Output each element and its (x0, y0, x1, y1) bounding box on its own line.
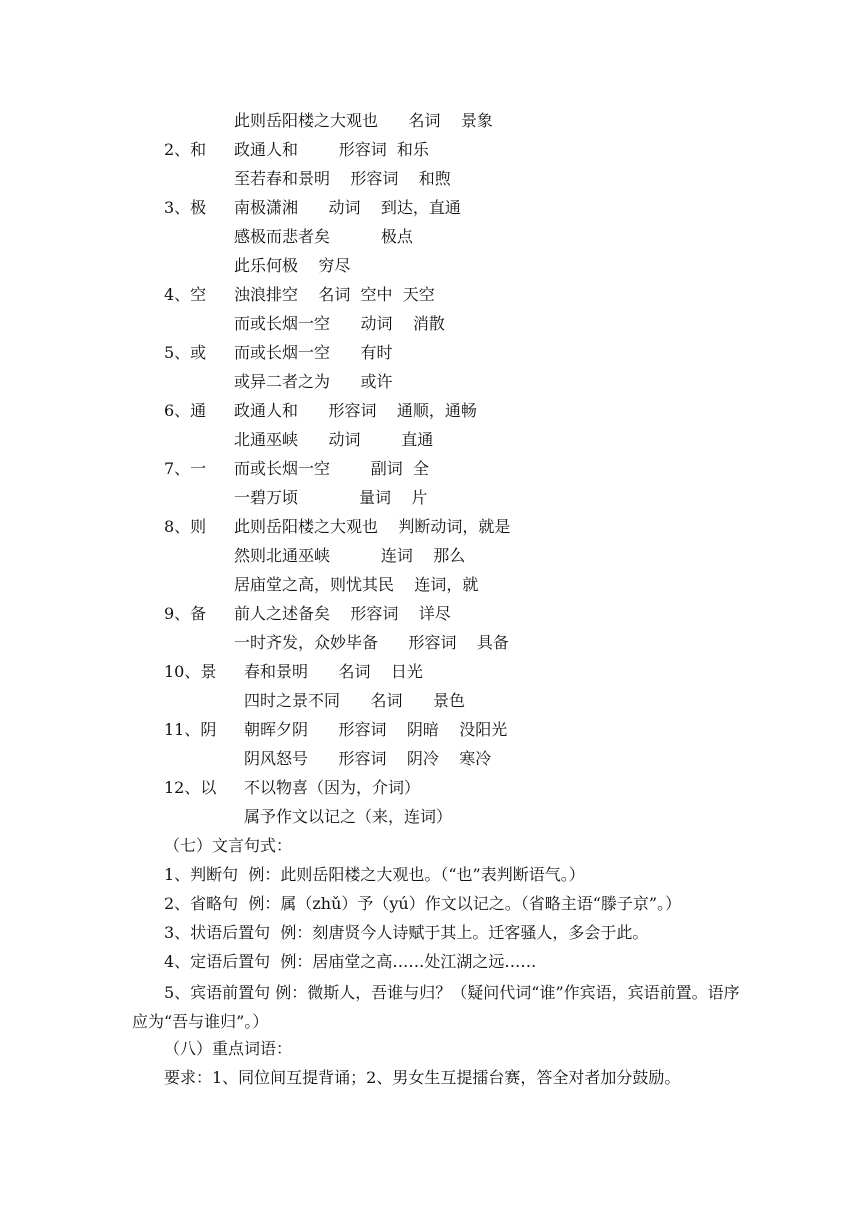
text-line: 然则北通巫峡 连词 那么 (234, 546, 466, 565)
text-line: 4、定语后置句 例：居庙堂之高……处江湖之远…… (164, 952, 537, 971)
text-line: 浊浪排空 名词 空中 天空 (234, 285, 435, 304)
text-line: 2、省略句 例：属（zhǔ）予（yú）作文以记之。（省略主语“滕子京”。） (164, 894, 682, 913)
text-line: 至若春和景明 形容词 和煦 (234, 169, 451, 188)
entry-number: 5、或 (164, 343, 207, 362)
text-line: 一时齐发，众妙毕备 形容词 具备 (234, 633, 509, 652)
text-line: 一碧万顷 量词 片 (234, 488, 428, 507)
entry-number: 9、备 (164, 604, 207, 623)
text-line: 或异二者之为 或许 (234, 372, 393, 391)
section-heading: （七）文言句式： (164, 836, 293, 855)
entry-number: 6、通 (164, 401, 207, 420)
text-line: 而或长烟一空 动词 消散 (234, 314, 445, 333)
entry-number: 10、景 (164, 662, 217, 681)
text-line: 此则岳阳楼之大观也 名词 景象 (234, 111, 493, 130)
text-paragraph: 5、宾语前置句 例：微斯人，吾谁与归？（疑问代词“谁”作宾语，宾语前置。语序应为“吾与谁归”。） (132, 983, 740, 1031)
entry-number: 12、以 (164, 778, 217, 797)
entry-number: 11、阴 (164, 720, 217, 739)
text-line: 朝晖夕阴 形容词 阴暗 没阳光 (244, 720, 508, 739)
text-line: 阴风怒号 形容词 阴冷 寒冷 (244, 749, 492, 768)
text-line: 此则岳阳楼之大观也 判断动词，就是 (234, 517, 511, 536)
section-heading: （八）重点词语： (164, 1039, 293, 1058)
entry-number: 4、空 (164, 285, 207, 304)
text-line: 春和景明 名词 日光 (244, 662, 423, 681)
text-line: 感极而悲者矣 极点 (234, 227, 413, 246)
text-line: 政通人和 形容词 通顺，通畅 (234, 401, 477, 420)
text-line: 居庙堂之高，则忧其民 连词，就 (234, 575, 479, 594)
text-line: 1、判断句 例：此则岳阳楼之大观也。（“也”表判断语气。） (164, 865, 585, 884)
text-line: 3、状语后置句 例：刻唐贤今人诗赋于其上。迁客骚人，多会于此。 (164, 923, 649, 942)
text-line: 而或长烟一空 有时 (234, 343, 393, 362)
text-line: 政通人和 形容词 和乐 (234, 140, 429, 159)
text-line: 而或长烟一空 副词 全 (234, 459, 429, 478)
text-line: 要求：1、同位间互提背诵；2、男女生互提擂台赛，答全对者加分鼓励。 (164, 1068, 681, 1087)
entry-number: 3、极 (164, 198, 207, 217)
text-line: 南极潇湘 动词 到达，直通 (234, 198, 461, 217)
entry-number: 2、和 (164, 140, 207, 159)
entry-number: 8、则 (164, 517, 207, 536)
text-line: 四时之景不同 名词 景色 (244, 691, 466, 710)
text-line: 前人之述备矣 形容词 详尽 (234, 604, 451, 623)
text-line: 不以物喜（因为，介词） (244, 778, 421, 797)
text-line: 此乐何极 穷尽 (234, 256, 351, 275)
text-line: 属予作文以记之（来，连词） (244, 807, 453, 826)
entry-number: 7、一 (164, 459, 207, 478)
text-line: 北通巫峡 动词 直通 (234, 430, 434, 449)
